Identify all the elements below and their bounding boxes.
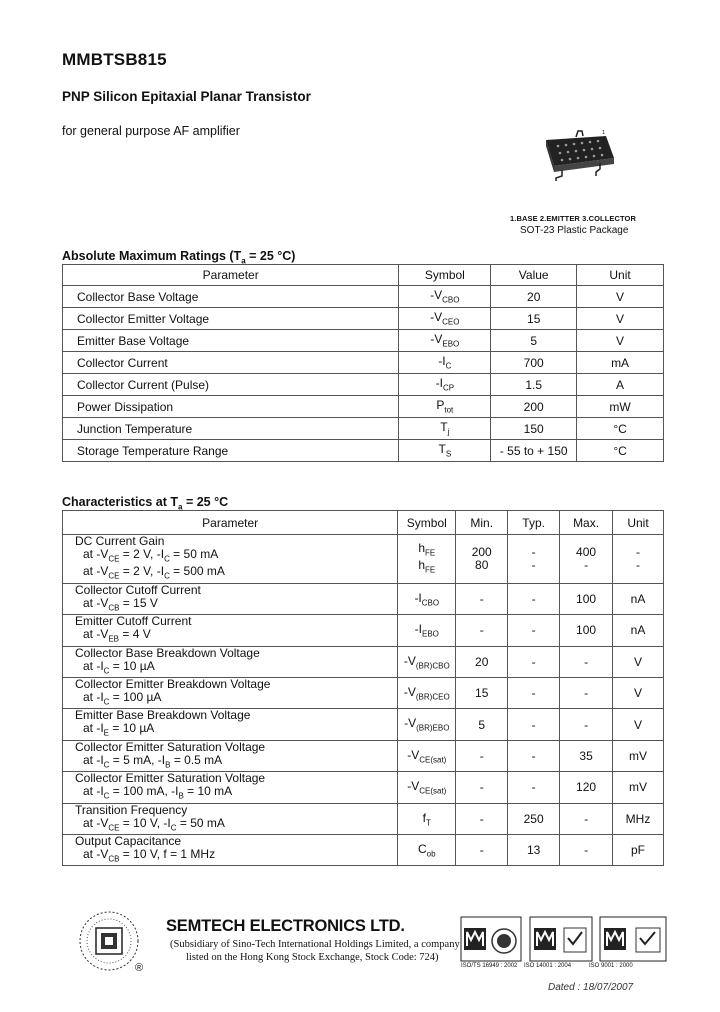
cert-label-iso-9001: ISO 9001 : 2000 — [589, 963, 633, 969]
pin-legend: 1.BASE 2.EMITTER 3.COLLECTOR — [510, 214, 637, 223]
application-note: for general purpose AF amplifier — [62, 124, 240, 138]
cert-logo-moody-3 — [600, 917, 666, 961]
col-header-min: Min. — [456, 511, 508, 535]
table-row: Collector Emitter Voltage $-V_{CEO}$ 15 V — [63, 308, 664, 330]
semtech-globe-logo — [78, 908, 140, 974]
table-row: Transition Frequency at $-V_{CE} = 10$ V, $-I_C = 50$ mA $f_T$ - 250 - MHz — [63, 803, 664, 834]
cert-label-iso-14001: ISO 14001 : 2004 — [524, 963, 572, 969]
col-header-symbol: Symbol — [399, 265, 491, 286]
col-header-max: Max. — [560, 511, 613, 535]
table-row: Junction Temperature $T_j$ 150 °C — [63, 418, 664, 440]
table-row: Emitter Base Voltage $-V_{EBO}$ 5 V — [63, 330, 664, 352]
absolute-max-title: Absolute Maximum Ratings ($T_a = 25$ °C) — [62, 249, 296, 266]
table-row: Emitter Base Breakdown Voltage at $-I_E = 10$ µA $-V_{(BR)EBO}$ 5 - - V — [63, 709, 664, 740]
table-header-row — [63, 265, 664, 286]
sot23-package-image — [532, 126, 624, 186]
table-row: Collector Current $-I_C$ 700 mA — [63, 352, 664, 374]
table-row: Collector Cutoff Current at $-V_{CB} = 15$ V $-I_{CBO}$ - - 100 nA — [63, 583, 664, 614]
table-row: Output Capacitance at $-V_{CB} = 10$ V, f = 1 MHz $C_{ob}$ - 13 - pF — [63, 834, 664, 865]
col-header-symbol: Symbol — [398, 511, 456, 535]
cert-label-iso-ts: ISO/TS 16949 : 2002 — [461, 963, 518, 969]
cert-logo-moody-2 — [530, 917, 592, 961]
company-name: SEMTECH ELECTRONICS LTD. — [166, 917, 405, 935]
table-row: Emitter Cutoff Current at $-V_{EB} = 4$ V $-I_{EBO}$ - - 100 nA — [63, 615, 664, 646]
table-row: Collector Emitter Saturation Voltage at $-I_C = 100$ mA, $-I_B = 10$ mA $-V_{CE(sat)}$ - - 120 mV — [63, 772, 664, 803]
document-date: Dated : 18/07/2007 — [548, 982, 634, 993]
table-row: Collector Base Voltage $-V_{CBO}$ 20 V — [63, 286, 664, 308]
col-header-parameter: Parameter — [63, 265, 399, 286]
part-number: MMBTSB815 — [62, 50, 167, 69]
characteristics-table — [62, 510, 664, 866]
cert-logo-moody-1 — [461, 917, 521, 961]
table-row: Collector Current (Pulse) $-I_{CP}$ 1.5 A — [63, 374, 664, 396]
table-header-row — [63, 511, 664, 535]
col-header-unit: Unit — [577, 265, 664, 286]
package-label: SOT-23 Plastic Package — [520, 225, 629, 236]
company-description-line-2: listed on the Hong Kong Stock Exchange, Stock Code: 724) — [186, 952, 439, 963]
col-header-parameter: Parameter — [63, 511, 398, 535]
table-row: DC Current Gain at $-V_{CE} = 2$ V, $-I_C = 50$ mA at $-V_{CE} = 2$ V, $-I_C = 500$ mA $h_{FE}$ $h_{FE}$ 200 80 - - 400 - - - — [63, 535, 664, 584]
table-row: Collector Emitter Saturation Voltage at $-I_C = 5$ mA, $-I_B = 0.5$ mA $-V_{CE(sat)}$ - - 35 mV — [63, 740, 664, 771]
registered-mark: ® — [135, 962, 144, 974]
table-row: Collector Base Breakdown Voltage at $-I_C = 10$ µA $-V_{(BR)CBO}$ 20 - - V — [63, 646, 664, 677]
col-header-unit: Unit — [613, 511, 664, 535]
col-header-value: Value — [491, 265, 577, 286]
characteristics-title: Characteristics at $T_a = 25$ °C — [62, 495, 229, 512]
table-row: Collector Emitter Breakdown Voltage at $-I_C = 100$ µA $-V_{(BR)CEO}$ 15 - - V — [63, 677, 664, 708]
table-row: Power Dissipation $P_{tot}$ 200 mW — [63, 396, 664, 418]
device-subtitle: PNP Silicon Epitaxial Planar Transistor — [62, 89, 311, 104]
company-description-line-1: (Subsidiary of Sino-Tech International Holdings Limited, a company — [170, 939, 460, 950]
absolute-max-table — [62, 264, 664, 462]
col-header-typ: Typ. — [508, 511, 560, 535]
table-row: Storage Temperature Range $T_S$ - 55 to + 150 °C — [63, 440, 664, 462]
pin-number-label: 1 — [602, 130, 606, 136]
